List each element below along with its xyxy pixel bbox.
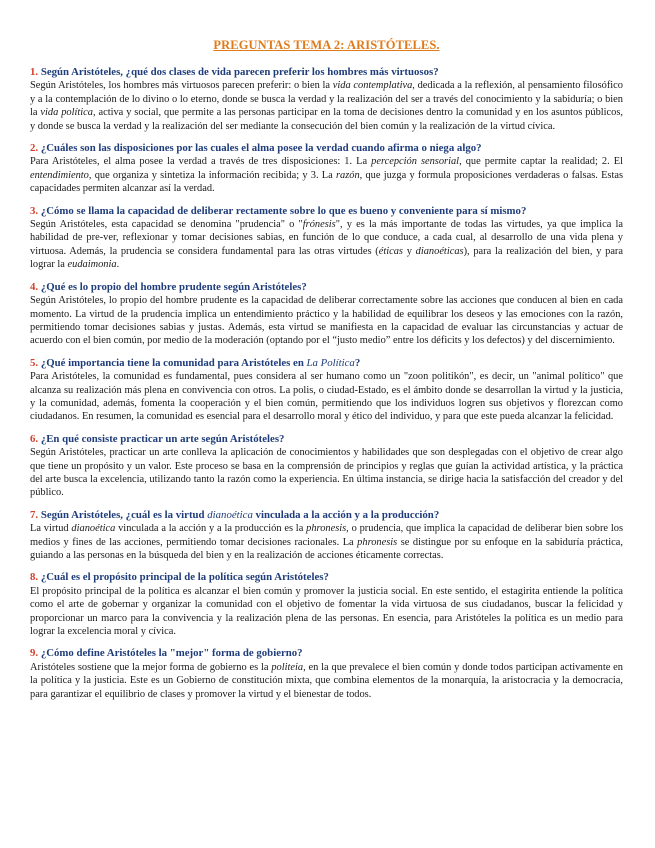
question-number: 9.: [30, 647, 39, 660]
answer-paragraph-9: [30, 661, 623, 701]
question-number: 4.: [30, 280, 39, 293]
question-text: ?: [354, 356, 361, 369]
answer-text: La virtud: [30, 523, 72, 535]
answer-text: , activa y social, que permite a las personas participar en la toma de decisiones dentro la comunidad y en los asuntos públicos, y donde se busca la verdad y la realización del ser mediante la consecución del bien común y la realización de la virtud cívica.: [30, 107, 623, 132]
question-heading-7: [30, 509, 623, 522]
answer-text: , que juzga y formula proposiciones verdaderas o falsas. Estas capacidades permiten alcanzar así la verdad.: [30, 169, 623, 195]
answer-paragraph-3: [30, 218, 623, 272]
answer-italic-term: vida contemplativa: [332, 80, 413, 92]
answer-italic-term: phronesis: [306, 523, 347, 535]
answer-italic-term: dianoética: [71, 523, 116, 535]
answer-paragraph-6: [30, 446, 623, 500]
answer-italic-term: éticas: [378, 245, 403, 257]
question-list: [30, 66, 623, 701]
answer-text: ", y es la más importante de todas las virtudes, ya que implica la habilidad de pre-ver, reflexionar y tomar decisiones sabias, en función de lo que conduce, a cada cual, al desarrollo de una vida plena y virtuosa. Además, la prudencia se considera fundamental para las otras virtudes (: [30, 219, 623, 257]
answer-italic-term: frónesis: [302, 219, 336, 231]
question-block-7: [30, 509, 623, 563]
question-block-1: [30, 66, 623, 133]
answer-paragraph-5: [30, 370, 623, 424]
answer-text: Según Aristóteles, los hombres más virtuosos parecen preferir: o bien la: [30, 80, 333, 92]
question-text: vinculada a la acción y a la producción?: [252, 508, 440, 521]
question-heading-8: [30, 571, 623, 584]
question-italic-term: dianoética: [207, 508, 253, 521]
answer-text: , que organiza y sintetiza la información recibida; y 3. La: [88, 169, 336, 181]
question-number: 5.: [30, 356, 39, 369]
question-number: 3.: [30, 204, 39, 217]
question-block-6: [30, 433, 623, 500]
answer-paragraph-8: [30, 585, 623, 639]
answer-text: Para Aristóteles, la comunidad es fundamental, pues considera al ser humano como un "zoon politikón", es decir, un "animal político" que alcanza su realización más plena en convivencia con otros. La polis, o ciudad-Estado, es el ámbito donde se desarrollan la virtud y la justicia, y la comunidad, además, fomenta la cooperación y el bien común, permitiendo que los individuos logren sus objetivos y florezcan como ciudadanos. En resumen, la comunidad es esencial para el desarrollo moral y ético del individuo, y para que este pueda alcanzar la felicidad.: [30, 371, 623, 423]
answer-italic-term: entendimiento: [30, 169, 89, 181]
question-number: 2.: [30, 142, 39, 155]
question-text: ¿Qué es lo propio del hombre prudente según Aristóteles?: [40, 280, 307, 293]
document-title: PREGUNTAS TEMA 2: ARISTÓTELES.: [213, 38, 440, 52]
question-heading-1: [30, 66, 623, 79]
question-heading-4: [30, 281, 623, 294]
answer-text: Para Aristóteles, el alma posee la verdad a través de tres disposiciones: 1. La: [30, 156, 372, 168]
answer-text: vinculada a la acción y a la producción es la: [115, 523, 307, 535]
answer-text: Según Aristóteles, esta capacidad se denomina "prudencia" o ": [30, 219, 303, 231]
question-block-2: [30, 142, 623, 196]
question-text: Según Aristóteles, ¿cuál es la virtud: [40, 508, 208, 521]
answer-text: .: [116, 259, 120, 271]
answer-text: ), para la realización del bien, y para lograr la: [30, 245, 624, 271]
question-number: 8.: [30, 571, 39, 584]
question-heading-6: [30, 433, 623, 446]
answer-italic-term: vida política: [40, 107, 93, 119]
answer-paragraph-7: [30, 522, 623, 562]
question-block-8: [30, 571, 623, 638]
question-number: 6.: [30, 432, 39, 445]
answer-text: , que permite captar la realidad; 2. El: [459, 156, 623, 168]
answer-text: Según Aristóteles, practicar un arte conlleva la aplicación de conocimientos y habilidades que son desplegadas con el objetivo de crear algo que tiene un propósito y un valor. Este proceso se basa en la comprensión de principios y reglas que guían la actividad artística, y la práctica del arte busca la excelencia, utilizando tanto la razón como la experiencia. En última instancia, se dirige hacia la satisfacción del creador y del público.: [30, 447, 623, 499]
answer-text: y: [402, 245, 416, 257]
answer-text: se distingue por su enfoque en la sabiduría práctica, guiando a las personas en la búsqueda del bien y en la realización de acciones éticamente correctas.: [30, 536, 623, 561]
answer-italic-term: razón: [335, 169, 360, 181]
question-block-9: [30, 647, 623, 701]
document-page: [30, 38, 623, 710]
question-text: ¿Cómo se llama la capacidad de deliberar rectamente sobre lo que es bueno y conveniente para sí mismo?: [40, 204, 527, 217]
question-block-3: [30, 205, 623, 272]
answer-italic-term: phronesis: [357, 536, 398, 548]
question-italic-title: La Política: [306, 356, 355, 369]
question-heading-9: [30, 647, 623, 660]
question-text: ¿Qué importancia tiene la comunidad para Aristóteles en: [40, 356, 307, 369]
question-block-5: [30, 357, 623, 424]
question-text: ¿Cuál es el propósito principal de la política según Aristóteles?: [40, 571, 329, 584]
question-text: ¿Cuáles son las disposiciones por las cuales el alma posee la verdad cuando afirma o niega algo?: [40, 142, 482, 155]
question-heading-2: [30, 142, 623, 155]
answer-text: , en la que prevalece el bien común y donde todos participan activamente en la política y la justicia. Este es un Gobierno de constitución mixta, que combina elementos de la monarquía, la aristocracia y la democracia, para garantizar el equilibrio de clases y promover la virtud y el bienestar de todos.: [30, 661, 623, 700]
answer-italic-term: dianoéticas: [415, 245, 464, 257]
answer-text: Aristóteles sostiene que la mejor forma de gobierno es la: [30, 661, 272, 673]
answer-text: , dedicada a la reflexión, al pensamiento filosófico y a la contemplación de lo divino o lo eterno, donde se busca la verdad y la realización del ser a través del conocimiento y la sabiduría; o bien la: [30, 80, 623, 119]
question-number: 7.: [30, 508, 39, 521]
question-heading-5: [30, 357, 623, 370]
answer-paragraph-2: [30, 155, 623, 195]
answer-text: El propósito principal de la política es alcanzar el bien común y promover la justicia social. En este sentido, el estagirita entiende la política como el arte de gobernar y organizar la comunidad con el objetivo de fomentar la vida virtuosa de sus ciudadanos, buscar la felicidad y proporcionar un marco para la convivencia y la realización plena de las personas. En esencia, para Aristóteles la política es un medio para lograr la excelencia moral y cívica.: [30, 585, 623, 638]
question-text: ¿En qué consiste practicar un arte según Aristóteles?: [40, 432, 285, 445]
answer-text: , o prudencia, que implica la capacidad de deliberar bien sobre los medios y fines de las acciones, permitiendo tomar decisiones racionales. La: [30, 523, 623, 548]
answer-italic-term: percepción sensorial: [371, 156, 460, 168]
question-text: ¿Cómo define Aristóteles la "mejor" forma de gobierno?: [40, 647, 303, 660]
question-number: 1.: [30, 66, 39, 78]
answer-italic-term: eudaimonia: [67, 259, 117, 271]
question-heading-3: [30, 205, 623, 218]
question-block-4: [30, 281, 623, 348]
answer-text: Según Aristóteles, lo propio del hombre prudente es la capacidad de deliberar correctamente sobre las acciones que conducen al bien en cada momento. La virtud de la prudencia implica un entendimiento práctico y la habilidad de equilibrar los deseos y las emociones con la razón, permitiendo tomar decisiones sabias y justas. Además, esta virtud se manifiesta en la capacidad de evaluar las circunstancias y actuar de acuerdo con el bien común, por medio de la moderación (optando por el “justo medio” entre los déficits y los defectos) y del discernimiento.: [30, 295, 623, 347]
answer-paragraph-1: [30, 79, 623, 133]
answer-paragraph-4: [30, 294, 623, 348]
question-text: Según Aristóteles, ¿qué dos clases de vida parecen preferir los hombres más virtuosos?: [40, 66, 439, 78]
answer-italic-term: politeia: [271, 661, 304, 673]
